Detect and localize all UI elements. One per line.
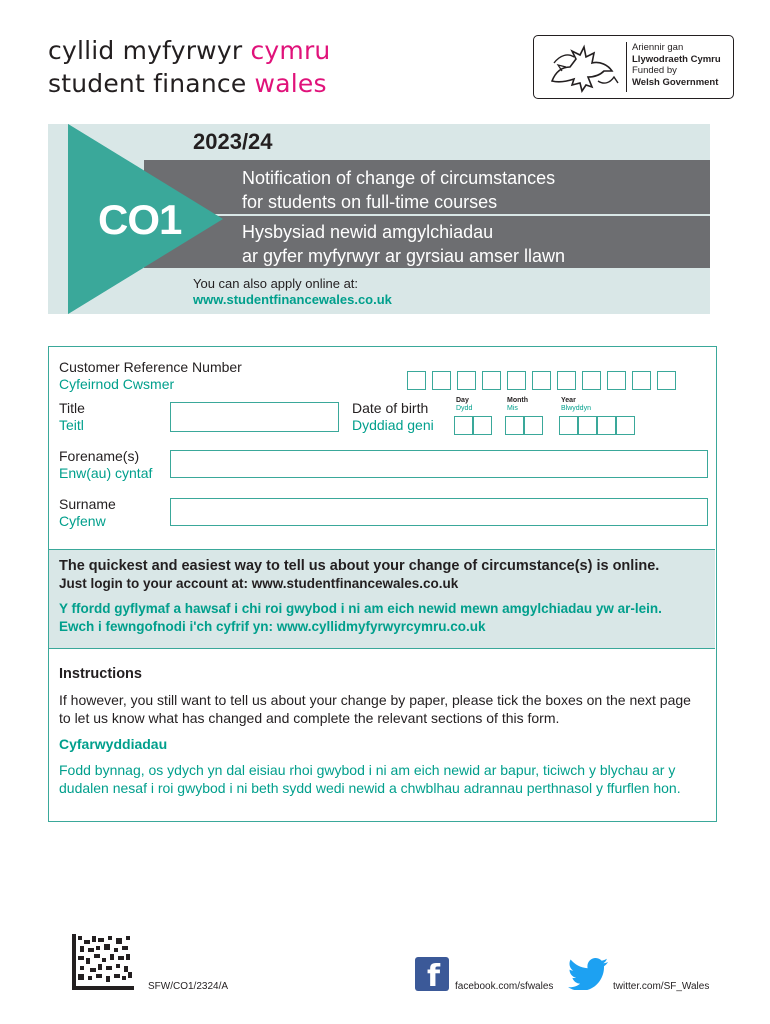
barcode-icon [72,934,134,990]
twitter-link[interactable]: twitter.com/SF_Wales [613,981,710,992]
form-title-welsh: Hysbysiad newid amgylchiadau ar gyfer myfyrwyr ar gyrsiau amser llawn [242,222,566,266]
title-label: Title Teitl [59,400,85,433]
year-label: Year Blwyddyn [561,397,591,412]
surname-input[interactable] [170,498,708,526]
welsh-government-logo [533,35,734,99]
crn-digit-box[interactable] [632,371,651,390]
instructions-body-english: If however, you still want to tell us about your change by paper, please tick the boxes on the next page to let us know what has changed and complete the relevant sections of this form. [59,692,691,726]
apply-online-link[interactable]: www.studentfinancewales.co.uk [193,292,392,307]
dob-year-box[interactable] [616,416,635,435]
dob-month-box[interactable] [505,416,524,435]
crn-digit-box[interactable] [582,371,601,390]
logo-divider [626,42,627,92]
dob-day-box[interactable] [473,416,492,435]
title-input[interactable] [170,402,339,432]
dob-day-box[interactable] [454,416,473,435]
academic-year: 2023/24 [193,129,273,154]
instructions-body-welsh: Fodd bynnag, os ydych yn dal eisiau rhoi gwybod i ni am eich newid ar bapur, ticiwch y blychau ar y dudalen nesaf i roi gwybod i ni beth sydd wedi newid a chwblhau adrannau perthnasol y ffurflen hon. [59,762,681,796]
instructions [59,665,699,805]
crn-digit-box[interactable] [407,371,426,390]
surname-label: Surname Cyfenw [59,496,116,529]
facebook-icon[interactable]: f [415,957,449,991]
form-title-english: Notification of change of circumstances for students on full-time courses [242,168,556,212]
brand-logo [48,34,330,100]
forenames-input[interactable] [170,450,708,478]
month-label: Month Mis [507,397,528,412]
brand-line-2: student finance wales [48,69,327,98]
forenames-label: Forename(s) Enw(au) cyntaf [59,448,153,481]
dob-year-box[interactable] [597,416,616,435]
online-notice-english: The quickest and easiest way to tell us about your change of circumstance(s) is online. Just login to your account at: www.studentfinancewales.co.uk [59,558,660,591]
facebook-link[interactable]: facebook.com/sfwales [455,981,554,992]
crn-digit-box[interactable] [432,371,451,390]
crn-digit-box[interactable] [607,371,626,390]
personal-details-form [48,346,717,822]
dob-year-box[interactable] [578,416,597,435]
day-label: Day Dydd [456,397,473,412]
twitter-icon[interactable] [568,958,608,990]
crn-digit-box[interactable] [532,371,551,390]
instructions-heading: Instructions [59,666,142,682]
form-reference: SFW/CO1/2324/A [148,981,229,992]
dob-year-box[interactable] [559,416,578,435]
crn-digit-box[interactable] [657,371,676,390]
crn-digit-box[interactable] [457,371,476,390]
crn-digit-box[interactable] [557,371,576,390]
title-banner [48,124,710,314]
instructions-heading-welsh: Cyfarwyddiadau [59,736,168,752]
gov-text: Ariennir gan Llywodraeth Cymru Funded by Welsh Government [632,42,721,88]
welsh-dragon-icon [542,41,622,95]
online-notice-welsh: Y ffordd gyflymaf a hawsaf i chi roi gwybod i ni am eich newid mewn amgylchiadau yw ar-lein. Ewch i fewngofnodi i'ch cyfrif yn: www.cyllidmyfyrwyrcymru.co.uk [59,601,662,634]
title-bar-divider [144,214,710,216]
apply-online-note: You can also apply online at: www.studentfinancewales.co.uk [193,276,392,307]
dob-month-box[interactable] [524,416,543,435]
crn-digit-box[interactable] [507,371,526,390]
dob-label: Date of birth Dyddiad geni [352,400,434,433]
crn-label: Customer Reference Number Cyfeirnod Cwsmer [59,359,242,392]
crn-digit-box[interactable] [482,371,501,390]
online-notice [49,549,715,649]
brand-line-1: cyllid myfyrwyr cymru [48,36,331,65]
form-code: CO1 [98,196,182,243]
